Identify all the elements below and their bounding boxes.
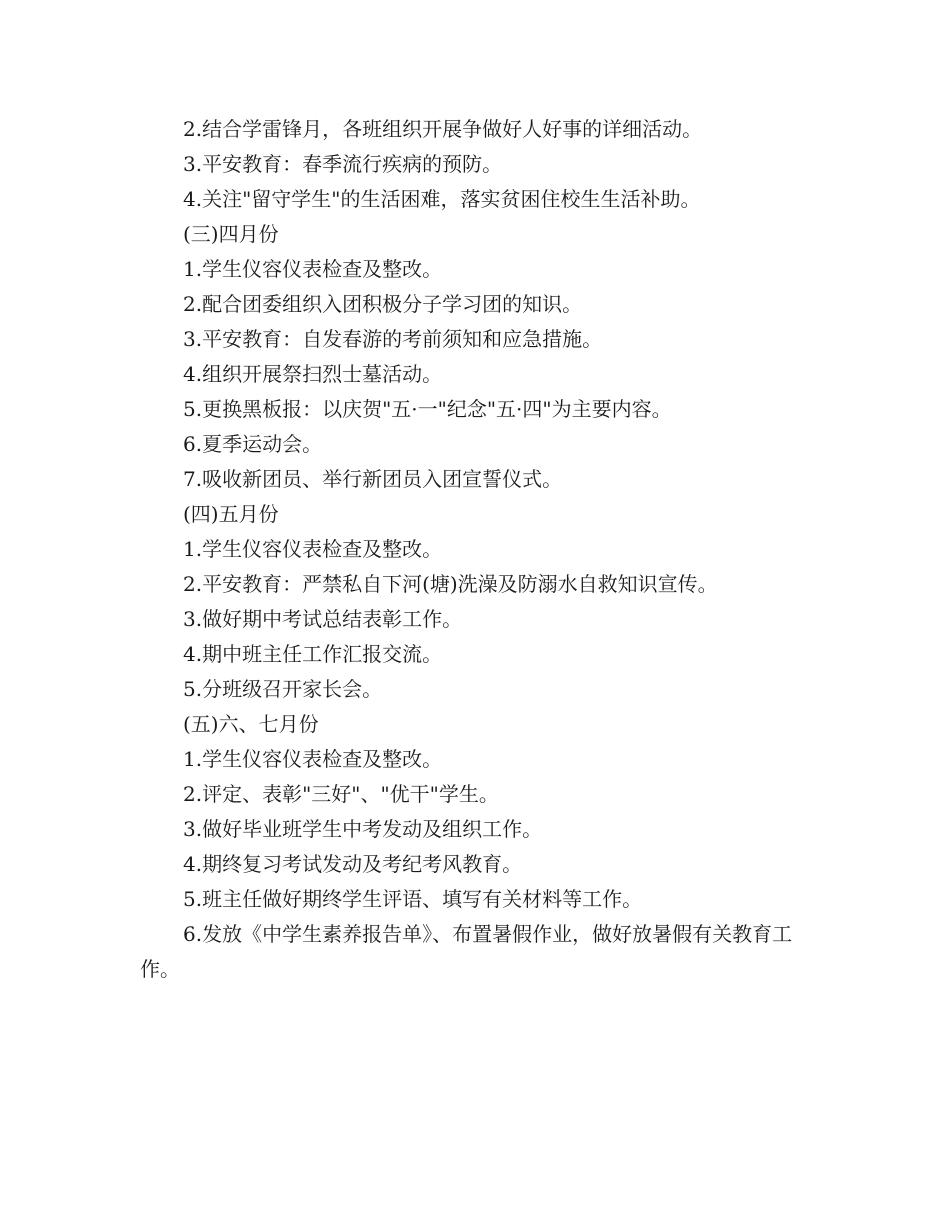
text-line: 1.学生仪容仪表检查及整改。 <box>183 747 443 771</box>
text-line: 3.平安教育：自发春游的考前须知和应急措施。 <box>183 327 603 351</box>
text-line: 4.期中班主任工作汇报交流。 <box>183 642 443 666</box>
text-line: 2.配合团委组织入团积极分子学习团的知识。 <box>183 292 583 316</box>
text-line: 2.结合学雷锋月，各班组织开展争做好人好事的详细活动。 <box>183 117 703 141</box>
section-heading-may: (四)五月份 <box>183 502 279 526</box>
text-line: 2.评定、表彰"三好"、"优干"学生。 <box>183 782 499 806</box>
text-line: 4.关注"留守学生"的生活困难，落实贫困住校生生活补助。 <box>183 187 701 211</box>
text-line: 3.平安教育：春季流行疾病的预防。 <box>183 152 503 176</box>
text-line: 4.组织开展祭扫烈士墓活动。 <box>183 362 443 386</box>
text-line: 1.学生仪容仪表检查及整改。 <box>183 537 443 561</box>
text-line: 1.学生仪容仪表检查及整改。 <box>183 257 443 281</box>
text-line: 7.吸收新团员、举行新团员入团宣誓仪式。 <box>183 467 563 491</box>
section-heading-april: (三)四月份 <box>183 222 279 246</box>
section-heading-june-july: (五)六、七月份 <box>183 712 319 736</box>
text-line: 4.期终复习考试发动及考纪考风教育。 <box>183 852 523 876</box>
text-line: 6.夏季运动会。 <box>183 432 323 456</box>
final-paragraph: 6.发放《中学生素养报告单》、布置暑假作业，做好放暑假有关教育工作。 <box>140 922 793 981</box>
text-line: 5.更换黑板报：以庆贺"五·一"纪念"五·四"为主要内容。 <box>183 397 672 421</box>
document-body <box>140 112 820 987</box>
text-line: 2.平安教育：严禁私自下河(塘)洗澡及防溺水自救知识宣传。 <box>183 572 718 596</box>
text-line: 3.做好期中考试总结表彰工作。 <box>183 607 463 631</box>
text-line: 5.分班级召开家长会。 <box>183 677 383 701</box>
text-line: 3.做好毕业班学生中考发动及组织工作。 <box>183 817 543 841</box>
text-line: 5.班主任做好期终学生评语、填写有关材料等工作。 <box>183 887 643 911</box>
